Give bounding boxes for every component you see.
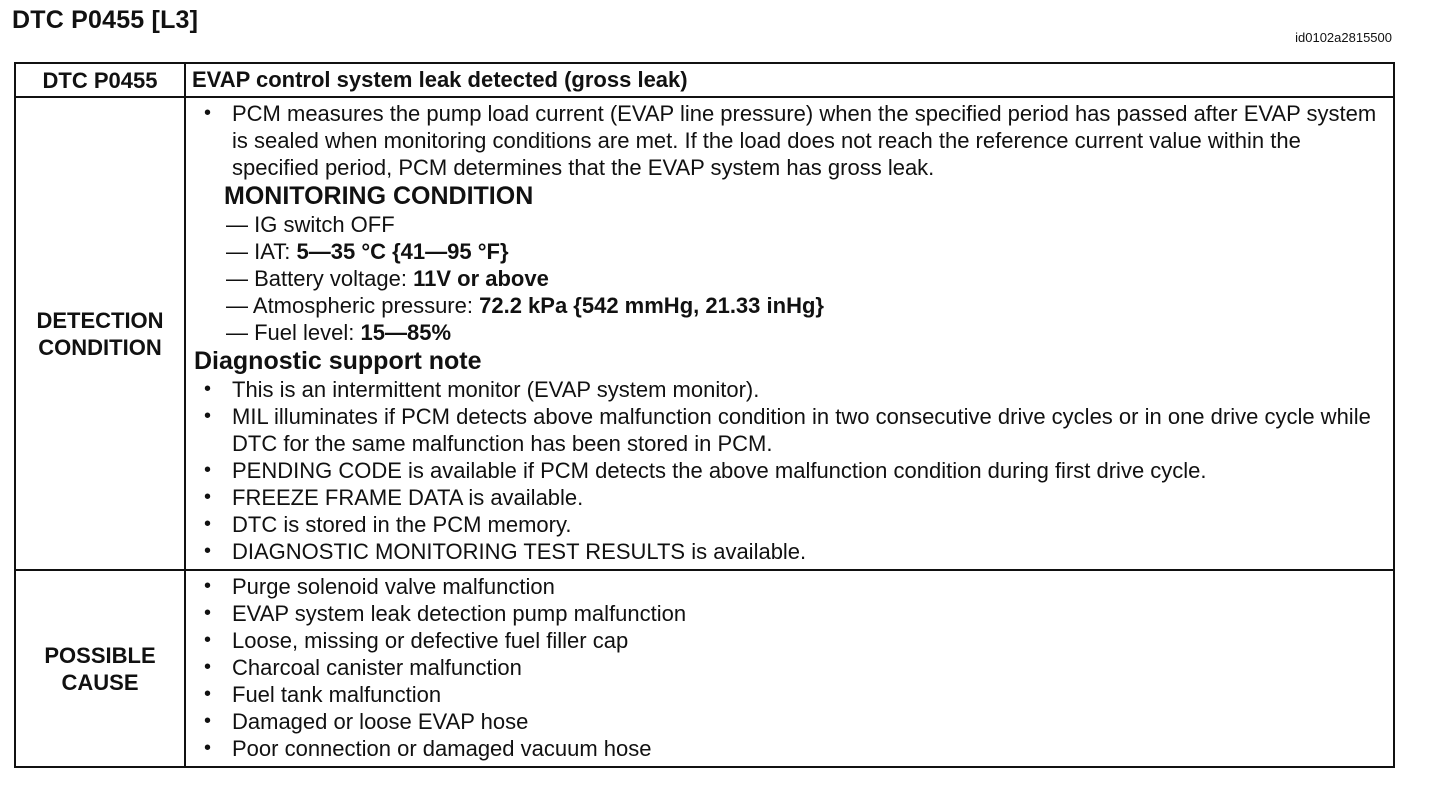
condition-value: 11V or above bbox=[413, 266, 549, 291]
monitoring-condition-heading: MONITORING CONDITION bbox=[224, 182, 534, 210]
detection-condition-content bbox=[185, 97, 1394, 570]
bullet-icon: • bbox=[204, 486, 212, 508]
condition-text: — Battery voltage: bbox=[226, 266, 414, 291]
list-item bbox=[192, 600, 1389, 627]
detection-label-line2: CONDITION bbox=[38, 334, 162, 360]
list-item bbox=[192, 735, 1389, 762]
dtc-code-cell: DTC P0455 bbox=[15, 63, 185, 97]
condition-item bbox=[226, 265, 1389, 292]
detection-condition-row bbox=[15, 97, 1394, 570]
cause-text: Fuel tank malfunction bbox=[232, 682, 442, 707]
diagnostic-notes-list bbox=[192, 376, 1389, 565]
bullet-icon: • bbox=[204, 575, 212, 597]
list-item bbox=[192, 708, 1389, 735]
table-header-row bbox=[15, 63, 1394, 97]
note-text: DIAGNOSTIC MONITORING TEST RESULTS is available. bbox=[232, 539, 807, 564]
bullet-icon: • bbox=[204, 459, 212, 481]
list-item bbox=[192, 100, 1389, 181]
cause-text: Damaged or loose EVAP hose bbox=[232, 709, 529, 734]
detection-condition-label bbox=[15, 97, 185, 570]
list-item bbox=[192, 538, 1389, 565]
condition-text: — IG switch OFF bbox=[226, 212, 395, 237]
detection-intro-list bbox=[192, 100, 1389, 181]
cause-text: Poor connection or damaged vacuum hose bbox=[232, 736, 652, 761]
condition-item bbox=[226, 292, 1389, 319]
dtc-description-cell: EVAP control system leak detected (gross leak) bbox=[185, 63, 1394, 97]
bullet-icon: • bbox=[204, 656, 212, 678]
bullet-icon: • bbox=[204, 102, 212, 124]
list-item bbox=[192, 573, 1389, 600]
cause-label-line2: CAUSE bbox=[61, 669, 139, 695]
bullet-icon: • bbox=[204, 513, 212, 535]
cause-label-line1: POSSIBLE bbox=[44, 642, 156, 668]
note-text: This is an intermittent monitor (EVAP system monitor). bbox=[232, 377, 760, 402]
condition-value: 5—35 °C {41—95 °F} bbox=[296, 239, 509, 264]
bullet-icon: • bbox=[204, 683, 212, 705]
cause-text: Charcoal canister malfunction bbox=[232, 655, 522, 680]
possible-cause-label bbox=[15, 570, 185, 767]
note-text: DTC is stored in the PCM memory. bbox=[232, 512, 572, 537]
list-item bbox=[192, 403, 1389, 457]
bullet-icon: • bbox=[204, 737, 212, 759]
condition-item bbox=[226, 238, 1389, 265]
bullet-icon: • bbox=[204, 405, 212, 427]
diagnostic-note-heading: Diagnostic support note bbox=[194, 347, 482, 375]
bullet-icon: • bbox=[204, 629, 212, 651]
cause-text: EVAP system leak detection pump malfunction bbox=[232, 601, 687, 626]
detection-label-line1: DETECTION bbox=[36, 307, 164, 333]
detection-intro-text: PCM measures the pump load current (EVAP line pressure) when the specified period has passed after EVAP system is sealed when monitoring conditions are met. If the load does not reach the reference current value within the specified period, PCM determines that the EVAP system has gross leak. bbox=[232, 101, 1377, 180]
list-item bbox=[192, 627, 1389, 654]
note-text: PENDING CODE is available if PCM detects the above malfunction condition during first drive cycle. bbox=[232, 458, 1207, 483]
cause-text: Loose, missing or defective fuel filler cap bbox=[232, 628, 629, 653]
bullet-icon: • bbox=[204, 602, 212, 624]
cause-text: Purge solenoid valve malfunction bbox=[232, 574, 555, 599]
document-id: id0102a2815500 bbox=[1295, 30, 1392, 45]
bullet-icon: • bbox=[204, 710, 212, 732]
list-item bbox=[192, 511, 1389, 538]
bullet-icon: • bbox=[204, 540, 212, 562]
list-item bbox=[192, 376, 1389, 403]
note-text: FREEZE FRAME DATA is available. bbox=[232, 485, 584, 510]
condition-item bbox=[226, 211, 1389, 238]
condition-text: — Fuel level: bbox=[226, 320, 361, 345]
monitoring-conditions-list bbox=[192, 211, 1389, 346]
dtc-table bbox=[14, 62, 1395, 768]
page-title: DTC P0455 [L3] bbox=[12, 6, 199, 34]
condition-item bbox=[226, 319, 1389, 346]
bullet-icon: • bbox=[204, 378, 212, 400]
list-item bbox=[192, 457, 1389, 484]
condition-value: 15—85% bbox=[360, 320, 452, 345]
list-item bbox=[192, 654, 1389, 681]
condition-text: — Atmospheric pressure: bbox=[226, 293, 480, 318]
note-text: MIL illuminates if PCM detects above malfunction condition in two consecutive drive cycles or in one drive cycle while DTC for the same malfunction has been stored in PCM. bbox=[232, 404, 1371, 456]
list-item bbox=[192, 681, 1389, 708]
possible-cause-content bbox=[185, 570, 1394, 767]
condition-text: — IAT: bbox=[226, 239, 297, 264]
possible-cause-row bbox=[15, 570, 1394, 767]
possible-cause-list bbox=[192, 573, 1389, 762]
list-item bbox=[192, 484, 1389, 511]
condition-value: 72.2 kPa {542 mmHg, 21.33 inHg} bbox=[479, 293, 824, 318]
